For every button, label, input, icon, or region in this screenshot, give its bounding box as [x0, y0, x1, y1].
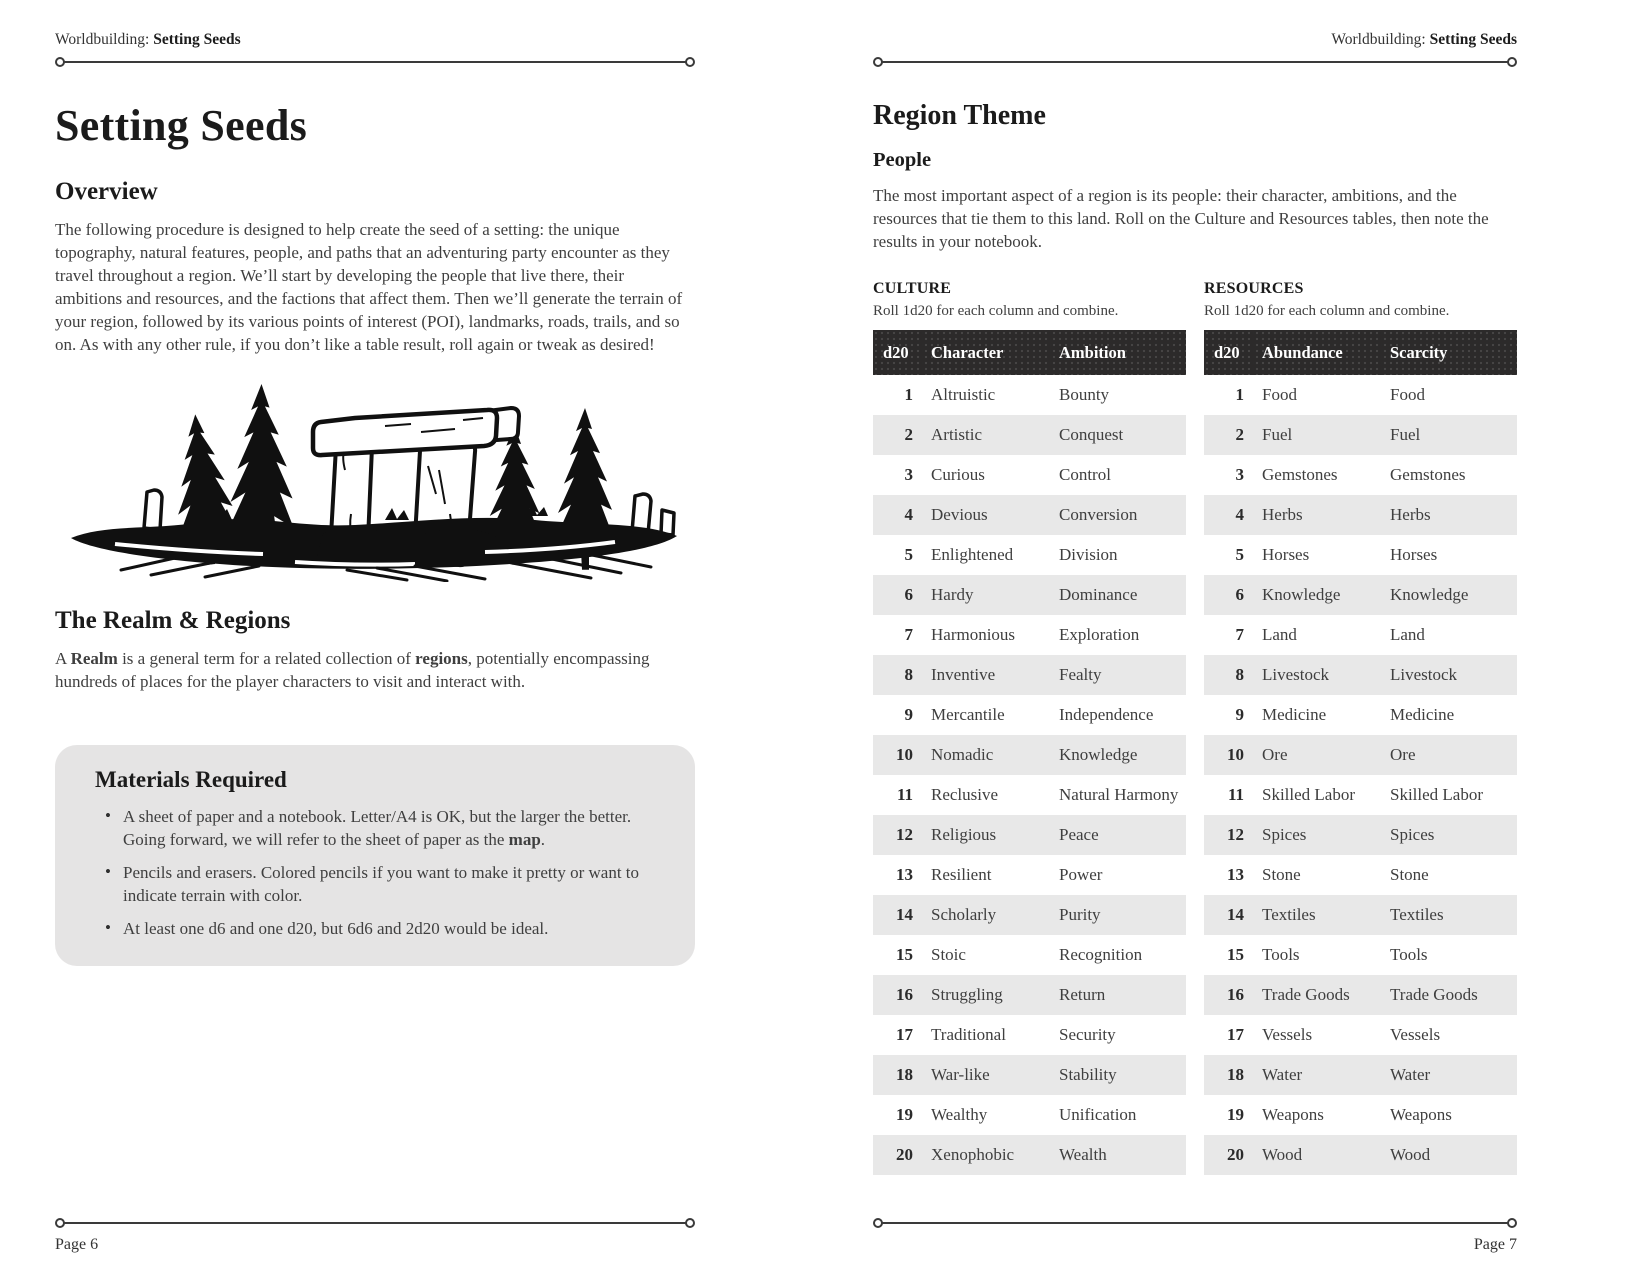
footer-rule: [55, 1218, 695, 1228]
text: Pencils and erasers. Colored pencils if you want to make it pretty or want to indicate terrain with color.: [123, 863, 640, 905]
text: At least one d6 and one d20, but 6d6 and 2d20 would be ideal.: [123, 919, 549, 938]
table-cell: Exploration: [1059, 625, 1140, 644]
materials-required-box: [55, 745, 695, 966]
table-cell: Wood: [1390, 1145, 1431, 1164]
table-header-row: [1204, 330, 1517, 375]
roll-tables: [873, 281, 1517, 1175]
table-cell: Inventive: [931, 665, 996, 684]
table-label: CULTURE: [873, 280, 952, 297]
region-theme-heading: Region Theme: [873, 100, 1046, 131]
table-cell: Trade Goods: [1262, 985, 1350, 1004]
realm-paragraph: [55, 647, 695, 693]
table-cell: Harmonious: [931, 625, 1016, 644]
text: , potentially encompassing hundreds of places for the player characters to visit and interact with.: [55, 649, 650, 691]
table-row: [1204, 455, 1517, 495]
roll-number-cell: 7: [1235, 625, 1244, 644]
table-row: [1204, 415, 1517, 455]
table-row: [1204, 1055, 1517, 1095]
roll-number-cell: 17: [1227, 1025, 1244, 1044]
table-row: [873, 695, 1186, 735]
table-cell: Control: [1059, 465, 1111, 484]
table-cell: Enlightened: [931, 545, 1014, 564]
roll-number-cell: 4: [1235, 505, 1244, 524]
text: A sheet of paper and a notebook. Letter/A4 is OK, but the larger the better. Going forward, we will refer to the sheet of paper as the: [123, 807, 632, 849]
roll-number-cell: 9: [904, 705, 913, 724]
roll-number-cell: 2: [904, 425, 913, 444]
running-header: [873, 30, 1517, 50]
table-cell: Return: [1059, 985, 1106, 1004]
header-title: Setting Seeds: [153, 31, 241, 48]
materials-heading: Materials Required: [95, 767, 287, 792]
table-row: [1204, 895, 1517, 935]
table-cell: Wood: [1262, 1145, 1303, 1164]
table-cell: Recognition: [1059, 945, 1143, 964]
overview-paragraph: The following procedure is designed to help create the seed of a setting: the unique topography, natural features, people, and paths that an adventuring party encounter as they travel throughout a region. We’ll start by developing the people that live there, their ambitions and resources, and the factions that affect them. Then we’ll generate the terrain of your region, followed by its various points of interest (POI), landmarks, roads, trails, and so on. As with any other rule, if you don’t like a table result, roll again or tweak as desired!: [55, 220, 683, 354]
table-cell: Religious: [931, 825, 997, 844]
table-row: [1204, 375, 1517, 415]
roll-number-cell: 5: [904, 545, 913, 564]
running-header: [55, 30, 695, 50]
roll-number-cell: 15: [1227, 945, 1244, 964]
roll-number-cell: 1: [904, 385, 913, 404]
table-row: [1204, 1135, 1517, 1175]
table-cell: Water: [1390, 1065, 1431, 1084]
roll-number-cell: 6: [904, 585, 913, 604]
page-left: [55, 30, 695, 1253]
page-footer: [55, 1211, 695, 1254]
table-cell: Bounty: [1059, 385, 1110, 404]
table-cell: Vessels: [1262, 1025, 1313, 1044]
materials-bullet: [105, 917, 657, 940]
table-cell: Ore: [1262, 745, 1288, 764]
table-row: [873, 655, 1186, 695]
table-row: [873, 1015, 1186, 1055]
table-row: [873, 575, 1186, 615]
header-title: Setting Seeds: [1429, 31, 1517, 48]
table-cell: Knowledge: [1059, 745, 1138, 764]
roll-number-cell: 15: [896, 945, 913, 964]
d20-table: [873, 330, 1186, 1175]
column-header: d20: [1204, 330, 1254, 375]
table-cell: Stone: [1390, 865, 1429, 884]
table-cell: Hardy: [931, 585, 974, 604]
roll-number-cell: 14: [896, 905, 913, 924]
roll-number-cell: 8: [904, 665, 913, 684]
table-cell: Textiles: [1262, 905, 1316, 924]
table-cell: Stoic: [931, 945, 966, 964]
page-right: [873, 30, 1517, 1253]
text: is a general term for a related collection of: [117, 649, 416, 668]
materials-bullet: [105, 805, 657, 851]
table-cell: Peace: [1059, 825, 1099, 844]
table-cell: Herbs: [1262, 505, 1303, 524]
table-cell: Land: [1262, 625, 1297, 644]
roll-number-cell: 13: [896, 865, 913, 884]
table-cell: Stability: [1059, 1065, 1117, 1084]
table-cell: Unification: [1059, 1105, 1137, 1124]
table-row: [873, 975, 1186, 1015]
table-cell: Scholarly: [931, 905, 997, 924]
table-cell: Livestock: [1262, 665, 1330, 684]
table-cell: Security: [1059, 1025, 1116, 1044]
table-row: [1204, 1095, 1517, 1135]
table-cell: Spices: [1390, 825, 1435, 844]
table-caption: Roll 1d20 for each column and combine.: [873, 303, 1119, 319]
roll-number-cell: 9: [1235, 705, 1244, 724]
footer-rule: [873, 1218, 1517, 1228]
table-row: [1204, 975, 1517, 1015]
table-cell: Horses: [1262, 545, 1310, 564]
roll-number-cell: 16: [896, 985, 913, 1004]
table-row: [873, 495, 1186, 535]
table-cell: Purity: [1059, 905, 1101, 924]
table-row: [1204, 855, 1517, 895]
table-cell: Mercantile: [931, 705, 1005, 724]
table-cell: Tools: [1390, 945, 1428, 964]
table-cell: Natural Harmony: [1059, 785, 1179, 804]
roll-number-cell: 12: [896, 825, 913, 844]
table-row: [1204, 615, 1517, 655]
table-row: [1204, 775, 1517, 815]
table-row: [1204, 935, 1517, 975]
table-cell: Trade Goods: [1390, 985, 1478, 1004]
table-cell: Division: [1059, 545, 1118, 564]
roll-number-cell: 11: [896, 785, 913, 804]
table-cell: Medicine: [1262, 705, 1327, 724]
materials-list: [95, 805, 657, 940]
page-number: Page 6: [55, 1236, 99, 1253]
table-cell: Artistic: [931, 425, 982, 444]
table-cell: Textiles: [1390, 905, 1444, 924]
table-row: [1204, 695, 1517, 735]
column-header: Abundance: [1254, 330, 1382, 375]
table-cell: Land: [1390, 625, 1425, 644]
roll-number-cell: 19: [1227, 1105, 1244, 1124]
rule-endpoint-icon: [1507, 57, 1517, 67]
roll-number-cell: 20: [896, 1145, 913, 1164]
header-rule: [55, 57, 695, 67]
text: A: [55, 649, 71, 668]
table-cell: Water: [1262, 1065, 1303, 1084]
table-row: [873, 615, 1186, 655]
roll-number-cell: 14: [1227, 905, 1244, 924]
column-header: d20: [873, 330, 923, 375]
table-row: [1204, 735, 1517, 775]
table-label: RESOURCES: [1204, 280, 1304, 297]
table-row: [873, 455, 1186, 495]
roll-number-cell: 10: [896, 745, 913, 764]
table-cell: Gemstones: [1262, 465, 1338, 484]
table-cell: Knowledge: [1390, 585, 1469, 604]
table-row: [873, 1055, 1186, 1095]
table-cell: Food: [1390, 385, 1425, 404]
table-cell: Power: [1059, 865, 1103, 884]
roll-number-cell: 20: [1227, 1145, 1244, 1164]
table-cell: Traditional: [931, 1025, 1006, 1044]
roll-number-cell: 18: [896, 1065, 913, 1084]
roll-number-cell: 2: [1235, 425, 1244, 444]
table-row: [873, 735, 1186, 775]
realm-heading: The Realm & Regions: [55, 607, 291, 634]
table-row: [1204, 535, 1517, 575]
table-cell: Altruistic: [931, 385, 996, 404]
table-cell: Nomadic: [931, 745, 994, 764]
page-number: Page 7: [1473, 1236, 1517, 1253]
roll-number-cell: 17: [896, 1025, 913, 1044]
rule-line: [64, 61, 686, 63]
rule-endpoint-icon: [1507, 1218, 1517, 1228]
table-row: [1204, 575, 1517, 615]
table-cell: Spices: [1262, 825, 1307, 844]
table-row: [873, 855, 1186, 895]
table-cell: Horses: [1390, 545, 1438, 564]
roll-number-cell: 19: [896, 1105, 913, 1124]
rule-endpoint-icon: [685, 1218, 695, 1228]
table-cell: Struggling: [931, 985, 1003, 1004]
table-cell: Devious: [931, 505, 988, 524]
column-header: Scarcity: [1382, 330, 1517, 375]
roll-number-cell: 18: [1227, 1065, 1244, 1084]
table-cell: Weapons: [1390, 1105, 1452, 1124]
materials-bullet: [105, 861, 657, 907]
table-cell: War-like: [931, 1065, 990, 1084]
table-row: [1204, 815, 1517, 855]
roll-number-cell: 10: [1227, 745, 1244, 764]
roll-number-cell: 3: [1235, 465, 1244, 484]
rule-endpoint-icon: [685, 57, 695, 67]
table-row: [873, 535, 1186, 575]
table-cell: Tools: [1262, 945, 1300, 964]
people-subheading: People: [873, 149, 932, 171]
table-cell: Skilled Labor: [1262, 785, 1356, 804]
table-cell: Vessels: [1390, 1025, 1441, 1044]
text: .: [540, 830, 546, 849]
table-caption: Roll 1d20 for each column and combine.: [1204, 303, 1450, 319]
roll-table-culture: [873, 281, 1186, 1175]
table-cell: Xenophobic: [931, 1145, 1015, 1164]
bold-text: Realm: [70, 649, 118, 668]
table-cell: Conquest: [1059, 425, 1124, 444]
dolmen-illustration: [55, 374, 691, 582]
people-paragraph: The most important aspect of a region is its people: their character, ambitions, and the resources that tie them to this land. Roll on the Culture and Resources tables, then note the results in your notebook.: [873, 186, 1489, 251]
roll-number-cell: 1: [1235, 385, 1244, 404]
table-row: [873, 1135, 1186, 1175]
roll-number-cell: 6: [1235, 585, 1244, 604]
table-cell: Food: [1262, 385, 1297, 404]
page-footer: [873, 1211, 1517, 1254]
table-cell: Skilled Labor: [1390, 785, 1484, 804]
roll-number-cell: 13: [1227, 865, 1244, 884]
table-cell: Ore: [1390, 745, 1416, 764]
table-row: [1204, 1015, 1517, 1055]
roll-number-cell: 11: [1227, 785, 1244, 804]
bold-text: regions: [415, 649, 468, 668]
table-cell: Herbs: [1390, 505, 1431, 524]
table-cell: Conversion: [1059, 505, 1138, 524]
rule-line: [882, 61, 1508, 63]
column-header: Ambition: [1051, 330, 1186, 375]
overview-heading: Overview: [55, 178, 158, 205]
roll-table-resources: [1204, 281, 1517, 1175]
table-cell: Resilient: [931, 865, 992, 884]
table-row: [873, 935, 1186, 975]
table-row: [873, 775, 1186, 815]
table-cell: Wealthy: [931, 1105, 988, 1124]
table-cell: Gemstones: [1390, 465, 1466, 484]
table-row: [873, 415, 1186, 455]
roll-number-cell: 8: [1235, 665, 1244, 684]
table-cell: Fuel: [1390, 425, 1421, 444]
page-title: Setting Seeds: [55, 101, 308, 150]
table-cell: Knowledge: [1262, 585, 1341, 604]
table-header-row: [873, 330, 1186, 375]
table-cell: Curious: [931, 465, 985, 484]
header-prefix: Worldbuilding:: [55, 31, 154, 48]
header-rule: [873, 57, 1517, 67]
rule-line: [64, 1222, 686, 1224]
roll-number-cell: 16: [1227, 985, 1244, 1004]
roll-number-cell: 12: [1227, 825, 1244, 844]
table-cell: Independence: [1059, 705, 1154, 724]
rule-line: [882, 1222, 1508, 1224]
table-cell: Weapons: [1262, 1105, 1324, 1124]
table-row: [873, 895, 1186, 935]
bold-text: map: [508, 830, 541, 849]
roll-number-cell: 4: [904, 505, 913, 524]
table-cell: Medicine: [1390, 705, 1455, 724]
table-row: [873, 1095, 1186, 1135]
table-cell: Dominance: [1059, 585, 1138, 604]
table-cell: Wealth: [1059, 1145, 1107, 1164]
table-row: [1204, 655, 1517, 695]
table-row: [1204, 495, 1517, 535]
roll-number-cell: 7: [904, 625, 913, 644]
table-cell: Reclusive: [931, 785, 999, 804]
d20-table: [1204, 330, 1517, 1175]
table-row: [873, 815, 1186, 855]
table-row: [873, 375, 1186, 415]
table-cell: Fealty: [1059, 665, 1102, 684]
column-header: Character: [923, 330, 1051, 375]
table-cell: Livestock: [1390, 665, 1458, 684]
roll-number-cell: 5: [1235, 545, 1244, 564]
table-cell: Fuel: [1262, 425, 1293, 444]
roll-number-cell: 3: [904, 465, 913, 484]
header-prefix: Worldbuilding:: [1331, 31, 1430, 48]
table-cell: Stone: [1262, 865, 1301, 884]
